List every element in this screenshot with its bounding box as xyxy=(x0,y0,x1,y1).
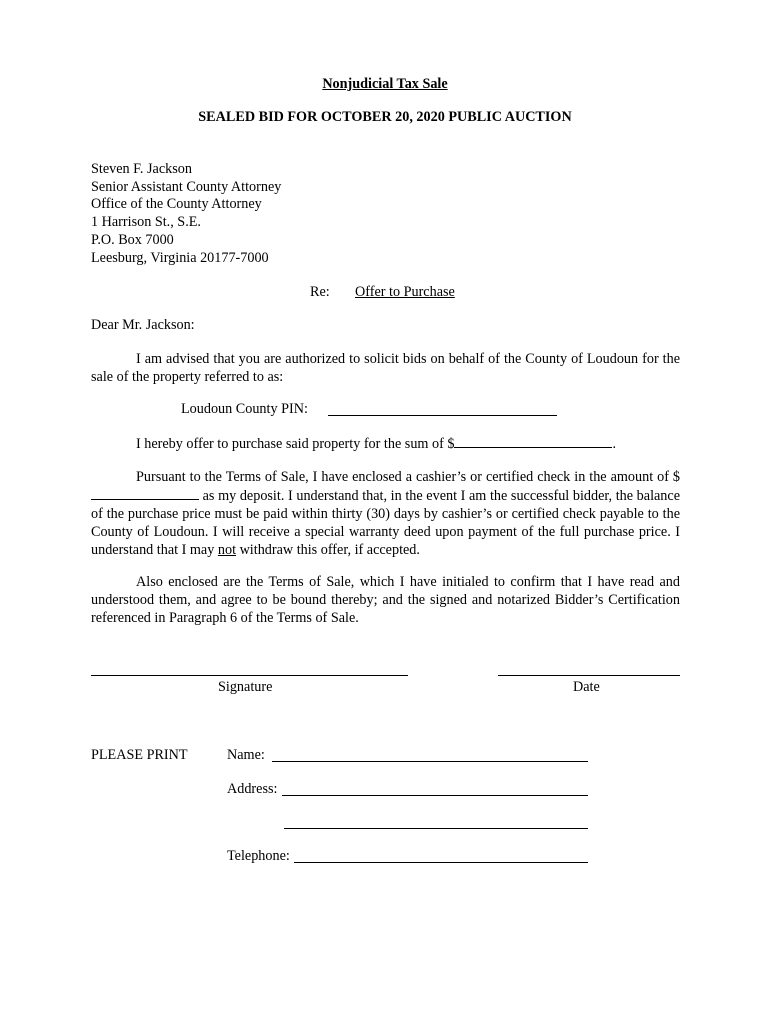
offer-end: . xyxy=(612,436,617,452)
name-field[interactable] xyxy=(272,761,588,762)
name-label: Name: xyxy=(227,747,265,763)
addressee-line: P.O. Box 7000 xyxy=(91,232,174,248)
addressee-line: 1 Harrison St., S.E. xyxy=(91,214,201,230)
address-field-line-2[interactable] xyxy=(284,828,588,829)
pin-field[interactable] xyxy=(328,415,557,416)
telephone-field[interactable] xyxy=(294,862,588,863)
deposit-text-tail: withdraw this offer, if accepted. xyxy=(236,542,420,558)
date-label: Date xyxy=(573,679,600,695)
address-label: Address: xyxy=(227,781,278,797)
offer-line xyxy=(136,434,616,453)
document-title: Nonjudicial Tax Sale xyxy=(322,76,448,92)
deposit-amount-field[interactable] xyxy=(91,486,199,500)
telephone-label: Telephone: xyxy=(227,848,290,864)
addressee-line: Steven F. Jackson xyxy=(91,161,192,177)
re-subject: Offer to Purchase xyxy=(355,284,455,300)
addressee-line: Office of the County Attorney xyxy=(91,196,262,212)
intro-paragraph: I am advised that you are authorized to solicit bids on behalf of the County of Loudoun for the sale of the property referred to as: xyxy=(91,351,680,385)
date-field[interactable] xyxy=(498,675,680,676)
deposit-text-after: as my deposit. I understand that, in the event I am the successful bidder, the balance of the purchase price must be paid within thirty (30) days by cashier’s or certified check payable to the County of Loudoun. I will receive a special warranty deed upon payment of the full purchase price. I understand that I may xyxy=(91,488,680,558)
please-print-label: PLEASE PRINT xyxy=(91,747,188,763)
re-label: Re: xyxy=(310,284,330,300)
not-emphasis: not xyxy=(217,542,237,558)
document-subtitle: SEALED BID FOR OCTOBER 20, 2020 PUBLIC AUCTION xyxy=(198,109,572,125)
signature-label: Signature xyxy=(218,679,273,695)
pin-label: Loudoun County PIN: xyxy=(181,401,308,417)
offer-text: I hereby offer to purchase said property for the sum of $ xyxy=(136,436,455,452)
addressee-line: Senior Assistant County Attorney xyxy=(91,179,282,195)
deposit-paragraph xyxy=(91,468,680,559)
enclosures-paragraph: Also enclosed are the Terms of Sale, which I have initialed to confirm that I have read and understood them, and agree to be bound thereby; and the signed and notarized Bidder’s Certification referenced in Paragraph 6 of the Terms of Sale. xyxy=(91,574,680,626)
signature-field[interactable] xyxy=(91,675,408,676)
offer-amount-field[interactable] xyxy=(454,434,612,448)
address-field[interactable] xyxy=(282,795,588,796)
salutation: Dear Mr. Jackson: xyxy=(91,317,195,333)
deposit-text-before: Pursuant to the Terms of Sale, I have enclosed a cashier’s or certified check in the amount of $ xyxy=(136,469,680,485)
addressee-line: Leesburg, Virginia 20177-7000 xyxy=(91,250,269,266)
